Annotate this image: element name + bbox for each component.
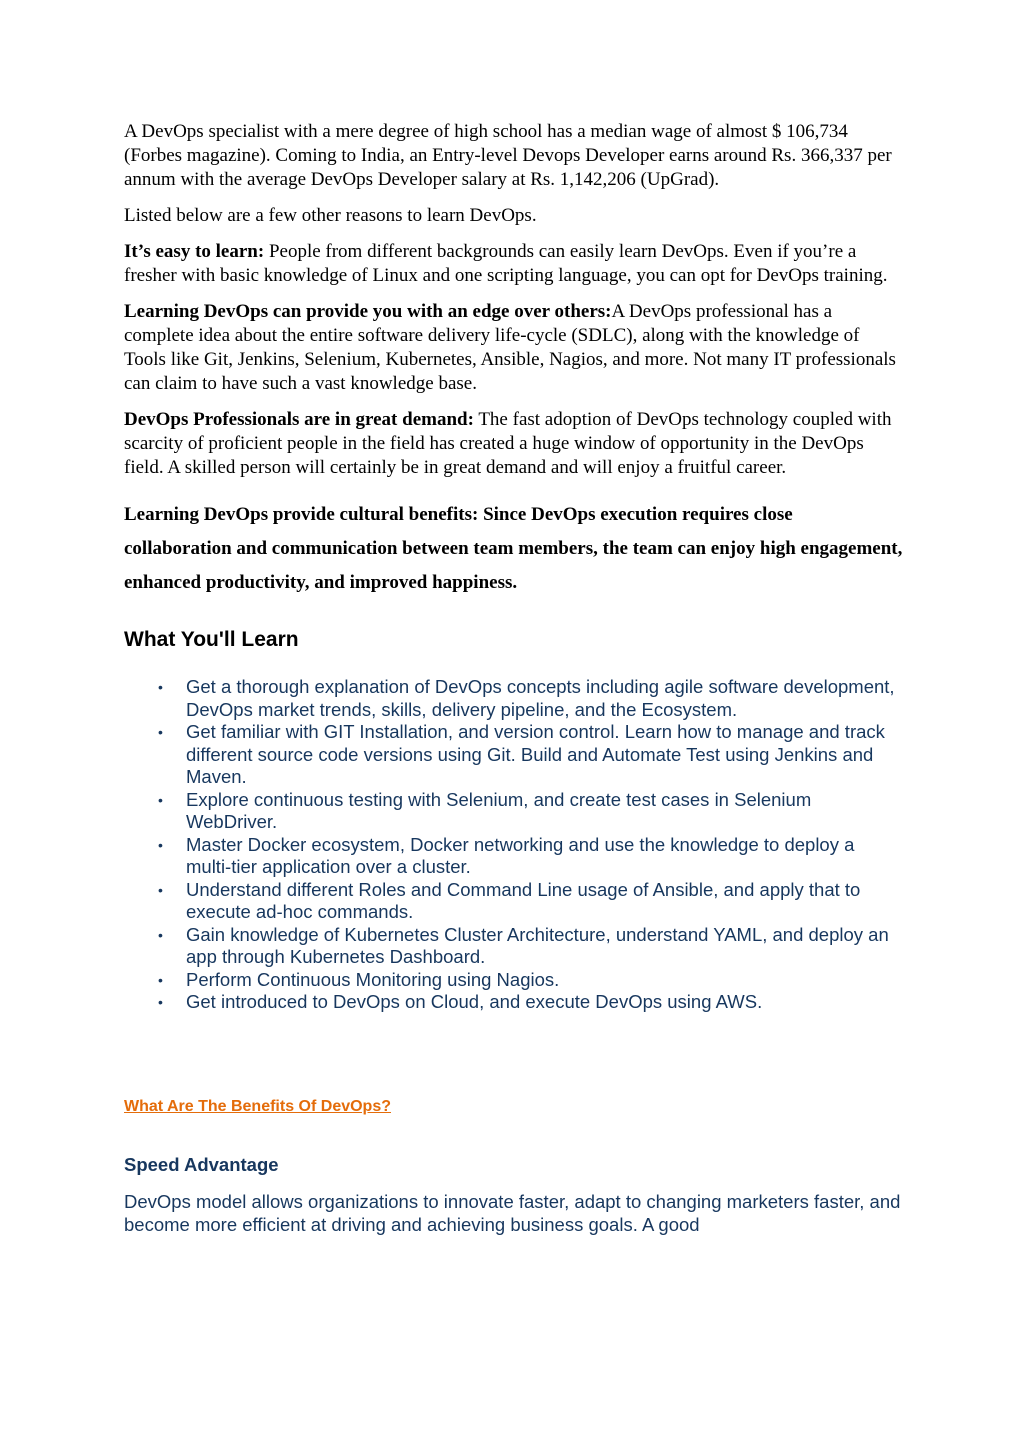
- speed-advantage-paragraph: DevOps model allows organizations to innovate faster, adapt to changing marketers faster, and become more efficient at driving and achieving business goals. A good: [124, 1190, 901, 1235]
- learn-bullet-list: [124, 676, 904, 1014]
- reason-text: People from different backgrounds can easily learn DevOps. Even if you’re a fresher with basic knowledge of Linux and one scripting language, you can opt for DevOps training.: [124, 241, 888, 286]
- intro-section: [124, 120, 904, 480]
- reason-text: A DevOps professional has a complete idea about the entire software delivery life-cycle (SDLC), along with the knowledge of Tools like Git, Jenkins, Selenium, Kubernetes, Ansible, Nagios, and more. Not many IT professionals can claim to have such a vast knowledge base.: [124, 301, 896, 394]
- benefits-of-devops-link[interactable]: What Are The Benefits Of DevOps?: [124, 1097, 391, 1115]
- bullet-icon: •: [158, 926, 163, 943]
- reason-title: Learning DevOps can provide you with an edge over others:: [124, 301, 612, 322]
- bullet-icon: •: [158, 836, 163, 853]
- bullet-icon: •: [158, 994, 163, 1010]
- cultural-benefits-paragraph: Learning DevOps provide cultural benefits: Since DevOps execution requires close collaboration and communication between team members, the team can enjoy high engagement, enhanced productivity, and improved happiness.: [124, 504, 903, 593]
- list-item: • Get introduced to DevOps on Cloud, and execute DevOps using AWS.: [158, 991, 763, 1012]
- list-item: • Explore continuous testing with Selenium, and create test cases in Selenium WebDriver.: [158, 788, 812, 832]
- document-page: [124, 120, 904, 1236]
- bullet-icon: •: [158, 724, 163, 740]
- bullet-icon: •: [158, 791, 163, 808]
- speed-advantage-heading: Speed Advantage: [124, 1153, 279, 1175]
- reason-paragraph-edge: [124, 300, 904, 396]
- salary-paragraph: A DevOps specialist with a mere degree of high school has a median wage of almost $ 106,734 (Forbes magazine). Coming to India, an Entry-level Devops Developer earns around Rs. 366,337 per annum with the average DevOps Developer salary at Rs. 1,142,206 (UpGrad).: [124, 121, 892, 190]
- reason-title: It’s easy to learn:: [124, 241, 265, 262]
- list-item: • Understand different Roles and Command Line usage of Ansible, and apply that to execute ad-hoc commands.: [158, 878, 861, 922]
- reason-title: DevOps Professionals are in great demand:: [124, 409, 474, 430]
- reason-paragraph-demand: [124, 408, 904, 480]
- reason-text: The fast adoption of DevOps technology coupled with scarcity of proficient people in the field has created a huge window of opportunity in the DevOps field. A skilled person will certainly be in great demand and will enjoy a fruitful career.: [124, 409, 892, 478]
- list-item: • Gain knowledge of Kubernetes Cluster Architecture, understand YAML, and deploy an app through Kubernetes Dashboard.: [158, 923, 889, 967]
- list-item: • Get a thorough explanation of DevOps concepts including agile software development, DevOps market trends, skills, delivery pipeline, and the Ecosystem.: [158, 676, 895, 720]
- bullet-icon: •: [158, 679, 163, 695]
- bullet-icon: •: [158, 881, 163, 898]
- bullet-icon: •: [158, 971, 163, 988]
- reason-paragraph-easy: [124, 240, 904, 288]
- list-item: • Master Docker ecosystem, Docker networking and use the knowledge to deploy a multi-tier application over a cluster.: [158, 833, 855, 877]
- reasons-lead-paragraph: Listed below are a few other reasons to learn DevOps.: [124, 205, 537, 226]
- what-you-will-learn-heading: What You'll Learn: [124, 628, 299, 651]
- list-item: • Get familiar with GIT Installation, and version control. Learn how to manage and track different source code versions using Git. Build and Automate Test using Jenkins and Maven.: [158, 721, 885, 787]
- list-item: • Perform Continuous Monitoring using Nagios.: [158, 968, 560, 990]
